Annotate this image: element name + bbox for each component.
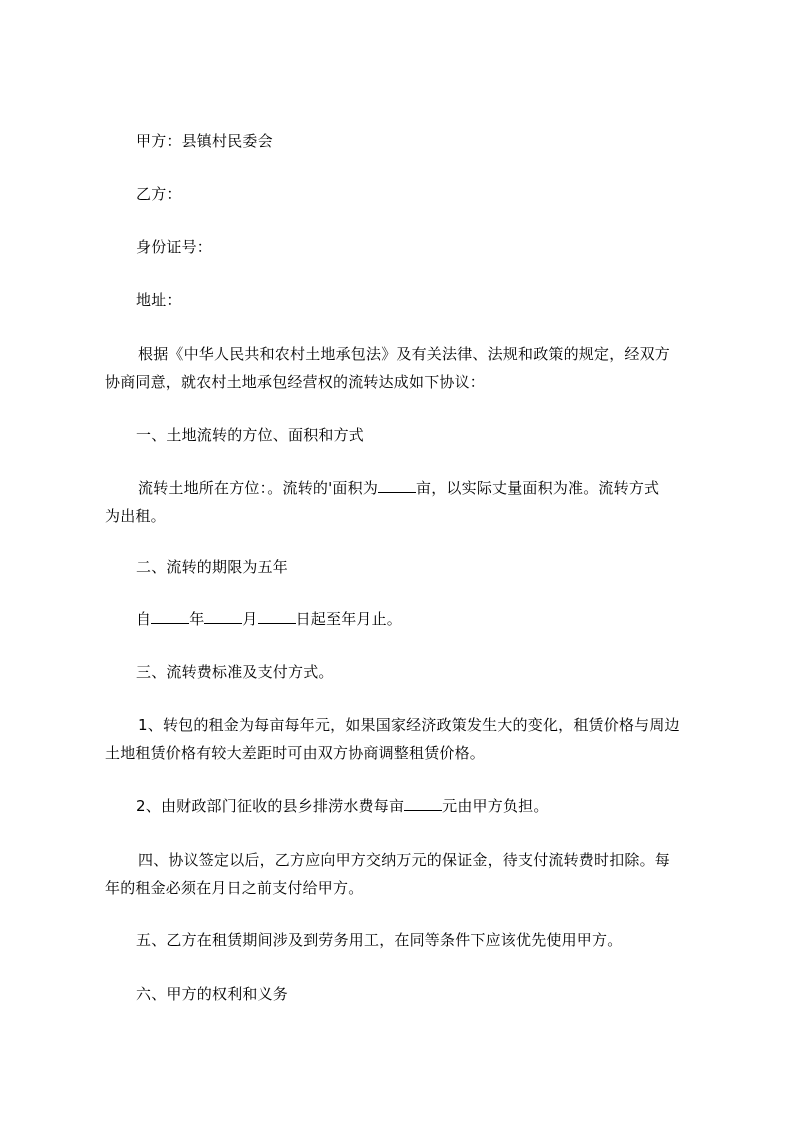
section5-line: 五、乙方在租赁期间涉及到劳务用工，在同等条件下应该优先使用甲方。	[136, 931, 623, 949]
area-blank	[378, 478, 416, 493]
period-post: 日起至年月止。	[295, 610, 403, 628]
section3-item2-post: 元由甲方负担。	[442, 797, 549, 815]
intro-line-2: 协商同意，就农村土地承包经营权的流转达成如下协议：	[105, 373, 486, 391]
section6-heading: 六、甲方的权利和义务	[136, 985, 289, 1003]
intro-line-1: 根据《中华人民共和农村土地承包法》及有关法律、法规和政策的规定，经双方	[138, 345, 671, 363]
section3-item2-line	[105, 792, 726, 820]
section1-heading: 一、土地流转的方位、面积和方式	[136, 426, 365, 444]
section1-line-1-post: 亩，以实际丈量面积为准。流转方式	[416, 479, 660, 497]
period-year: 年	[189, 610, 205, 628]
id-number-line: 身份证号：	[136, 238, 213, 256]
section1-line-2: 为出租。	[105, 507, 166, 525]
section4-line-1: 四、协议签定以后，乙方应向甲方交纳万元的保证金，待支付流转费时扣除。每	[138, 851, 671, 869]
section3-item1-line-1: 1、转包的租金为每亩每年元，如果国家经济政策发生大的变化，租赁价格与周边	[138, 716, 680, 734]
fee-blank	[404, 796, 442, 811]
period-from: 自	[136, 610, 152, 628]
section1-line-1	[105, 474, 728, 502]
day-blank	[258, 609, 296, 624]
month-blank	[204, 609, 242, 624]
section3-heading: 三、流转费标准及支付方式。	[136, 663, 334, 681]
address-line: 地址：	[136, 291, 182, 309]
section3-item1-line-2: 土地租赁价格有较大差距时可由双方协商调整租赁价格。	[105, 744, 486, 762]
section3-item2-pre: 2、由财政部门征收的县乡排涝水费每亩	[136, 797, 405, 815]
party-b-line: 乙方：	[136, 185, 182, 203]
party-a-line: 甲方：县镇村民委会	[136, 132, 273, 150]
year-blank	[151, 609, 189, 624]
section2-heading: 二、流转的期限为五年	[136, 558, 289, 576]
section1-line-1-pre: 流转土地所在方位：。流转的'面积为	[138, 479, 379, 497]
section4-line-2: 年的租金必须在月日之前支付给甲方。	[105, 879, 364, 897]
section2-period-line	[105, 605, 726, 633]
period-month: 月	[242, 610, 258, 628]
